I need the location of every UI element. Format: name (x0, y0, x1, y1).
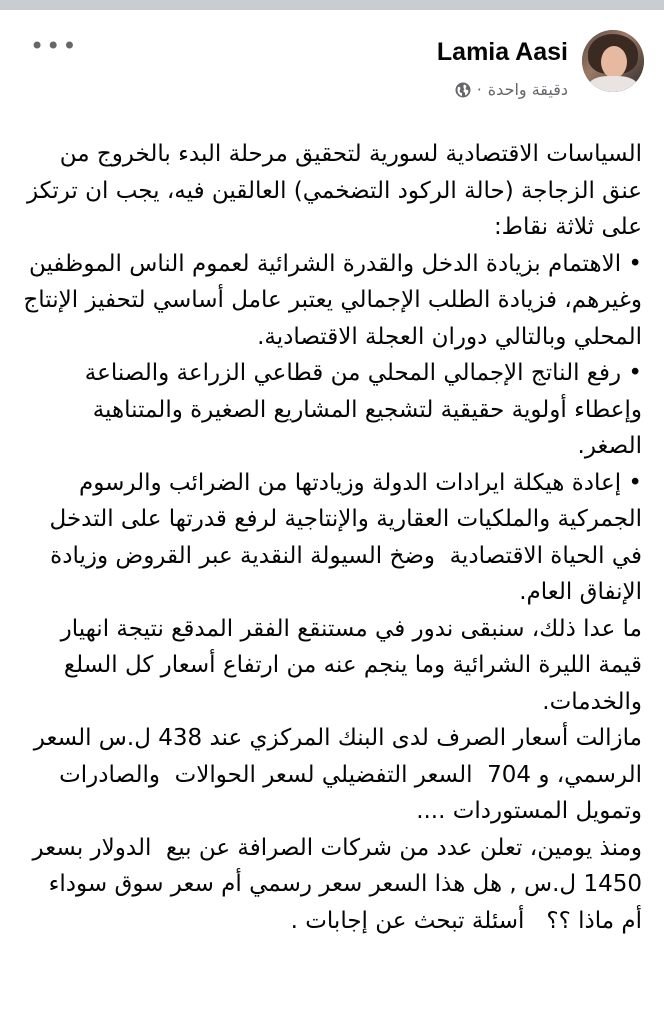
post-meta (455, 80, 568, 99)
post-paragraph: • الاهتمام بزيادة الدخل والقدرة الشرائية لعموم الناس الموظفين وغيرهم، فزيادة الطلب الإجمالي يعتبر عامل أساسي لتحفيز الإنتاج المحلي وبالتالي دوران العجلة الاقتصادية. (16, 250, 642, 350)
post-paragraph: مازالت أسعار الصرف لدى البنك المركزي عند 438 ل.س السعر الرسمي، و 704 السعر التفضيلي لسعر الحوالات والصادرات وتمويل المستوردات .... (26, 725, 642, 824)
more-options-icon[interactable]: ••• (30, 32, 79, 60)
facebook-post (0, 10, 664, 1024)
post-text (16, 136, 642, 939)
post-paragraph: ما عدا ذلك، سنبقى ندور في مستنقع الفقر المدقع نتيجة انهيار قيمة الليرة الشرائية وما ينجم عنه من ارتفاع أسعار كل السلع والخدمات. (53, 615, 642, 715)
globe-icon (455, 82, 471, 98)
post-paragraph: • رفع الناتج الإجمالي المحلي من قطاعي الزراعة والصناعة وإعطاء أولوية حقيقية لتشجيع المشاريع الصغيرة والمتناهية الصغر. (77, 360, 642, 459)
post-header (0, 10, 664, 99)
meta-separator: · (476, 80, 482, 99)
post-time[interactable]: دقيقة واحدة (487, 80, 568, 99)
post-paragraph: ومنذ يومين، تعلن عدد من شركات الصرافة عن بيع الدولار بسعر 1450 ل.س , هل هذا السعر سعر رسمي أم سعر سوق سوداء أم ماذا ؟؟ أسئلة تبحث عن إجابات . (25, 834, 642, 934)
post-paragraph: • إعادة هيكلة ايرادات الدولة وزيادتها من الضرائب والرسوم الجمركية والملكيات العقارية والإنتاجية لرفع قدرتها على التدخل في الحياة الاقتصادية وضخ السيولة النقدية عبر القروض وزيادة الإنفاق العام. (42, 469, 642, 605)
author-name[interactable]: Lamia Aasi (436, 38, 568, 66)
top-divider (0, 0, 664, 10)
post-paragraph: السياسات الاقتصادية لسورية لتحقيق مرحلة البدء بالخروج من عنق الزجاجة (حالة الركود التضخمي) العالقين فيه، يجب ان ترتكز على ثلاثة نقاط: (19, 141, 642, 240)
avatar[interactable] (582, 30, 644, 92)
